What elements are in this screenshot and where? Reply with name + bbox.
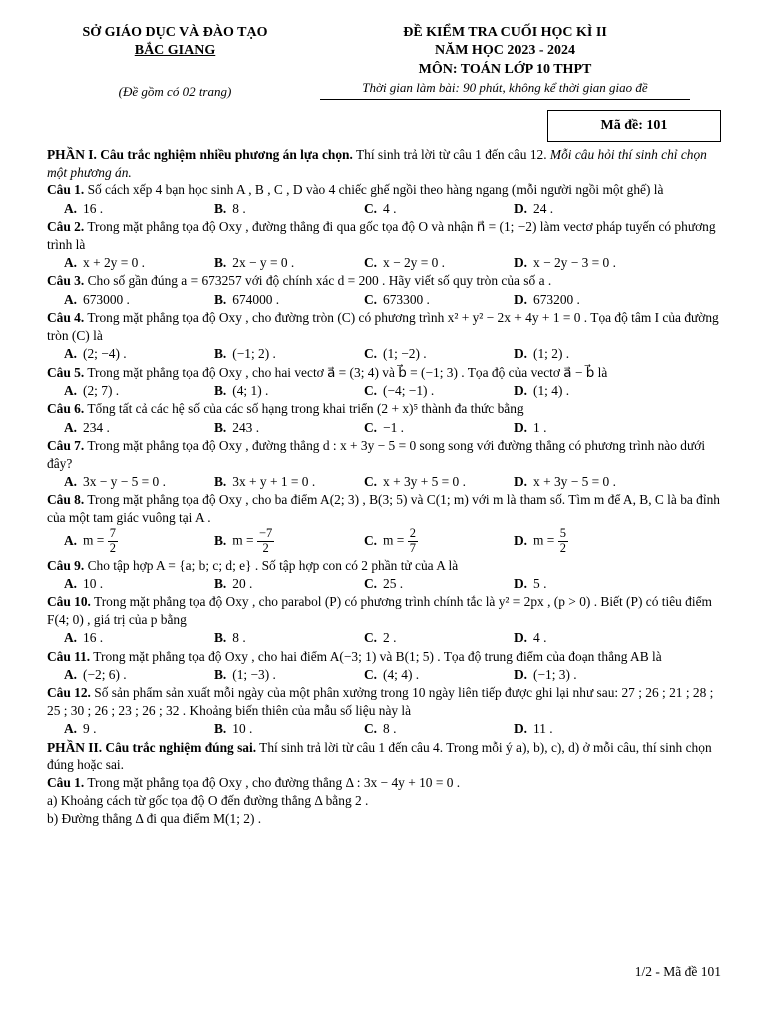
option-text: 3x + y + 1 = 0 .	[232, 473, 316, 489]
option-text: (1; −3) .	[232, 667, 276, 683]
options-row	[47, 527, 723, 557]
question-label: Câu 4.	[47, 310, 85, 326]
option-key: B.	[214, 667, 227, 683]
option-text: 8 .	[232, 200, 246, 216]
option-text: 2x − y = 0 .	[232, 255, 295, 271]
answer-option-b[interactable]	[214, 473, 364, 491]
options-row	[47, 345, 723, 364]
part2-q1-item-b: b) Đường thẳng Δ đi qua điểm M(1; 2) .	[47, 810, 262, 826]
answer-option-b[interactable]	[214, 629, 364, 647]
answer-option-a[interactable]	[64, 629, 214, 647]
option-text: 8 .	[232, 630, 246, 646]
question-3	[47, 272, 723, 290]
option-key: D.	[514, 667, 528, 683]
option-text: x − 2y = 0 .	[383, 255, 446, 271]
answer-option-d[interactable]	[514, 527, 664, 556]
exam-content	[47, 146, 723, 827]
question-6	[47, 400, 723, 418]
option-text: 1 .	[533, 419, 547, 435]
denominator: 2	[262, 541, 269, 556]
option-key: B.	[214, 473, 227, 489]
options-row	[47, 574, 723, 593]
option-key: B.	[214, 255, 227, 271]
question-text: Số sản phẩm sản xuất mỗi ngày của một phân xưởng trong 10 ngày liên tiếp được ghi lại như sau: 27 ; 26 ; 21 ; 28 ; 25 ; 30 ; 26 ; 23 ; 26 ; 32 . Khoảng biến thiên của mẫu số liệu này là	[47, 685, 714, 719]
option-key: D.	[514, 630, 528, 646]
option-key: A.	[64, 630, 78, 646]
option-key: C.	[364, 575, 378, 591]
option-key: B.	[214, 575, 227, 591]
denominator: 7	[409, 541, 416, 556]
answer-option-a[interactable]	[64, 345, 214, 363]
option-key: D.	[514, 575, 528, 591]
option-text: (1; 2) .	[533, 346, 570, 362]
fraction	[408, 527, 418, 556]
fraction	[558, 527, 568, 556]
option-key: C.	[364, 200, 378, 216]
question-label: Câu 9.	[47, 557, 85, 573]
answer-option-a[interactable]	[64, 666, 214, 684]
option-text: 4 .	[533, 630, 547, 646]
question-text: Trong mặt phẳng tọa độ Oxy , cho hai điểm A(−3; 1) và B(1; 5) . Tọa độ trung điểm của đoạn thẳng AB là	[90, 648, 662, 664]
part2-q1-item-a: a) Khoảng cách từ gốc tọa độ O đến đường thẳng Δ bằng 2 .	[47, 792, 369, 808]
question-1	[47, 181, 723, 199]
question-label: Câu 11.	[47, 648, 91, 664]
option-text: 20 .	[232, 575, 253, 591]
question-text: Trong mặt phẳng tọa độ Oxy , cho parabol (P) có phương trình chính tắc là y² = 2px , (p > 0) . Biết (P) có tiêu điểm F(4; 0) , giá trị của p bằng	[47, 594, 712, 627]
question-label: Câu 7.	[47, 437, 85, 453]
option-key: C.	[364, 721, 378, 737]
option-key: D.	[514, 721, 528, 737]
option-key: C.	[364, 419, 378, 435]
option-key: C.	[364, 473, 378, 489]
question-label: Câu 6.	[47, 401, 85, 417]
question-text: Cho số gần đúng a = 673257 với độ chính xác d = 200 . Hãy viết số quy tròn của số a .	[84, 273, 552, 289]
option-key: C.	[364, 630, 378, 646]
part2-title: PHẦN II. Câu trắc nghiệm đúng sai.	[47, 739, 257, 755]
option-key: D.	[514, 291, 528, 307]
question-9	[47, 557, 723, 575]
option-text: x − 2y − 3 = 0 .	[533, 255, 616, 271]
answer-option-d[interactable]	[514, 666, 664, 684]
answer-option-c[interactable]	[364, 291, 514, 309]
option-key: A.	[64, 667, 78, 683]
option-text: (−1; 3) .	[533, 667, 577, 683]
answer-option-c[interactable]	[364, 345, 514, 363]
option-text: (4; 4) .	[383, 667, 420, 683]
answer-option-c[interactable]	[364, 419, 514, 437]
option-text: 673000 .	[83, 291, 130, 307]
options-row	[47, 290, 723, 309]
option-text: 9 .	[83, 721, 97, 737]
option-text: 11 .	[533, 721, 553, 737]
option-text: 24 .	[533, 200, 554, 216]
option-text: 2 .	[383, 630, 397, 646]
option-text: 674000 .	[232, 291, 280, 307]
question-10	[47, 593, 723, 628]
answer-option-b[interactable]	[214, 200, 364, 218]
option-key: A.	[64, 575, 78, 591]
options-row	[47, 665, 723, 684]
answer-option-b[interactable]	[214, 527, 364, 556]
part1-instruction: Thí sinh trả lời từ câu 1 đến câu 12.	[352, 147, 550, 162]
answer-option-a[interactable]	[64, 200, 214, 218]
answer-option-c[interactable]	[364, 382, 514, 400]
option-key: A.	[64, 473, 78, 489]
option-key: D.	[514, 473, 528, 489]
question-text: Trong mặt phẳng tọa độ Oxy , đường thẳng đi qua gốc tọa độ O và nhận n⃗ = (1; −2) làm vectơ pháp tuyến có phương trình là	[47, 219, 716, 252]
answer-option-a[interactable]	[64, 419, 214, 437]
question-11	[47, 648, 723, 666]
question-label: Câu 10.	[47, 594, 91, 610]
option-key: B.	[214, 200, 227, 216]
answer-option-a[interactable]	[64, 254, 214, 272]
option-key: A.	[64, 721, 78, 737]
part1-instruction-italic: Mỗi câu hỏi thí sinh chỉ chọn một phương án.	[47, 147, 707, 180]
page-footer: 1/2 - Mã đề 101	[634, 964, 721, 979]
option-text: −1 .	[383, 419, 404, 435]
option-key: D.	[514, 532, 528, 548]
answer-option-a[interactable]	[64, 720, 214, 738]
denominator: 2	[109, 541, 116, 556]
option-key: C.	[364, 532, 378, 548]
option-key: B.	[214, 532, 227, 548]
part1-title: PHẦN I. Câu trắc nghiệm nhiều phương án lựa chọn.	[47, 147, 353, 162]
part2-instruction: Thí sinh trả lời từ câu 1 đến câu 4. Trong mỗi ý a), b), c), d) ở mỗi câu, thí sinh chọn đúng hoặc sai.	[47, 739, 712, 773]
option-text: (−1; 2) .	[232, 346, 276, 362]
question-label: Câu 5.	[47, 364, 85, 380]
question-4	[47, 309, 723, 344]
option-key: C.	[364, 291, 378, 307]
exam-title: ĐỀ KIỂM TRA CUỐI HỌC KÌ II	[403, 25, 607, 40]
answer-option-d[interactable]	[514, 629, 664, 647]
question-text: Tổng tất cả các hệ số của các số hạng trong khai triển (2 + x)⁵ thành đa thức bằng	[84, 401, 524, 417]
option-text: 234 .	[83, 419, 110, 435]
option-text: 8 .	[383, 721, 397, 737]
answer-option-b[interactable]	[214, 382, 364, 400]
option-text: x + 3y − 5 = 0 .	[533, 473, 616, 489]
option-key: A.	[64, 291, 78, 307]
answer-option-a[interactable]	[64, 527, 214, 556]
question-2	[47, 218, 723, 253]
answer-option-b[interactable]	[214, 419, 364, 437]
option-key: D.	[514, 382, 528, 398]
answer-option-b[interactable]	[214, 345, 364, 363]
pages-note: (Đề gồm có 02 trang)	[118, 83, 232, 99]
option-text: (−4; −1) .	[383, 382, 435, 398]
answer-option-b[interactable]	[214, 720, 364, 738]
question-text: Trong mặt phẳng tọa độ Oxy , cho ba điểm A(2; 3) , B(3; 5) và C(1; m) với m là tham số. Tìm m để A, B, C là ba đỉnh của một tam giác vuông tại A .	[47, 492, 720, 525]
question-label: Câu 1.	[47, 775, 85, 791]
option-key: A.	[64, 346, 78, 362]
option-text: x + 2y = 0 .	[83, 255, 146, 271]
option-key: C.	[364, 667, 378, 683]
option-text: (1; −2) .	[383, 346, 427, 362]
option-key: A.	[64, 419, 78, 435]
header-left	[60, 24, 290, 100]
answer-option-c[interactable]	[364, 200, 514, 218]
question-label: Câu 2.	[47, 219, 85, 235]
option-key: D.	[514, 419, 528, 435]
answer-option-c[interactable]	[364, 527, 514, 556]
option-text: (2; −4) .	[83, 346, 127, 362]
answer-option-c[interactable]	[364, 575, 514, 593]
exam-code-box: Mã đề: 101	[547, 110, 721, 142]
answer-option-a[interactable]	[64, 291, 214, 309]
option-text: 10 .	[83, 575, 104, 591]
answer-option-d[interactable]	[514, 382, 664, 400]
option-key: A.	[64, 255, 78, 271]
option-key: B.	[214, 419, 227, 435]
option-text: 243 .	[232, 419, 260, 435]
option-text: (4; 1) .	[232, 382, 269, 398]
answer-option-c[interactable]	[364, 666, 514, 684]
option-key: B.	[214, 630, 227, 646]
answer-option-d[interactable]	[514, 200, 664, 218]
question-text: Trong mặt phẳng tọa độ Oxy , cho đường thẳng Δ : 3x − 4y + 10 = 0 .	[84, 775, 461, 791]
question-label: Câu 1.	[47, 182, 85, 198]
option-key: A.	[64, 532, 78, 548]
options-row	[47, 720, 723, 739]
question-label: Câu 8.	[47, 492, 85, 508]
part1-heading	[47, 146, 723, 181]
options-row	[47, 472, 723, 491]
option-text: 3x − y − 5 = 0 .	[83, 473, 166, 489]
option-prefix: m =	[83, 532, 105, 548]
option-text: 25 .	[383, 575, 404, 591]
option-key: A.	[64, 382, 78, 398]
question-text: Cho tập hợp A = {a; b; c; d; e} . Số tập hợp con có 2 phần tử của A là	[84, 557, 459, 573]
header-right	[320, 24, 690, 100]
answer-option-d[interactable]	[514, 254, 664, 272]
question-list	[47, 181, 723, 738]
question-12	[47, 684, 723, 719]
answer-option-d[interactable]	[514, 575, 664, 593]
option-text: x + 3y + 5 = 0 .	[383, 473, 466, 489]
option-key: B.	[214, 291, 227, 307]
answer-option-d[interactable]	[514, 345, 664, 363]
answer-option-b[interactable]	[214, 291, 364, 309]
option-text: 16 .	[83, 200, 104, 216]
option-key: D.	[514, 346, 528, 362]
option-text: 16 .	[83, 630, 104, 646]
option-key: B.	[214, 721, 227, 737]
option-text: 10 .	[232, 721, 253, 737]
question-text: Số cách xếp 4 bạn học sinh A , B , C , D vào 4 chiếc ghế ngồi theo hàng ngang (mỗi người ngồi một ghế) là	[84, 182, 664, 198]
answer-option-a[interactable]	[64, 575, 214, 593]
question-8	[47, 491, 723, 526]
province-name: BẮC GIANG	[134, 43, 216, 59]
answer-option-d[interactable]	[514, 473, 664, 491]
options-row	[47, 199, 723, 218]
option-key: C.	[364, 255, 378, 271]
answer-option-a[interactable]	[64, 382, 214, 400]
time-note: Thời gian làm bài: 90 phút, không kể thời gian giao đề	[320, 79, 690, 99]
option-key: B.	[214, 346, 227, 362]
option-key: D.	[514, 200, 528, 216]
options-row	[47, 629, 723, 648]
options-row	[47, 381, 723, 400]
question-7	[47, 437, 723, 472]
question-text: Trong mặt phẳng tọa độ Oxy , cho đường tròn (C) có phương trình x² + y² − 2x + 4y + 1 = 0 . Tọa độ tâm I của đường tròn (C) là	[47, 310, 719, 343]
denominator: 2	[559, 541, 566, 556]
question-5	[47, 364, 723, 382]
numerator: −7	[258, 526, 273, 541]
part2-question-1	[47, 774, 723, 792]
option-key: A.	[64, 200, 78, 216]
option-key: C.	[364, 346, 378, 362]
option-text: (−2; 6) .	[83, 667, 127, 683]
answer-option-b[interactable]	[214, 254, 364, 272]
school-year: NĂM HỌC 2023 - 2024	[435, 43, 575, 59]
answer-option-b[interactable]	[214, 666, 364, 684]
option-text: 673300 .	[383, 291, 430, 307]
answer-option-d[interactable]	[514, 720, 664, 738]
department-name: SỞ GIÁO DỤC VÀ ĐÀO TẠO	[82, 25, 268, 40]
option-key: D.	[514, 255, 528, 271]
question-label: Câu 12.	[47, 685, 91, 701]
option-text: 673200 .	[533, 291, 580, 307]
options-row	[47, 418, 723, 437]
option-key: B.	[214, 382, 227, 398]
answer-option-a[interactable]	[64, 473, 214, 491]
question-text: Trong mặt phẳng tọa độ Oxy , đường thẳng d : x + 3y − 5 = 0 song song với đường thẳng có phương trình nào dưới đây?	[47, 437, 706, 471]
option-text: (1; 4) .	[533, 382, 570, 398]
fraction	[108, 527, 118, 556]
option-prefix: m =	[232, 532, 254, 548]
question-label: Câu 3.	[47, 273, 85, 289]
answer-option-d[interactable]	[514, 291, 664, 309]
options-row	[47, 253, 723, 272]
answer-option-c[interactable]	[364, 254, 514, 272]
option-prefix: m =	[533, 532, 555, 548]
answer-option-c[interactable]	[364, 629, 514, 647]
numerator: 2	[409, 526, 416, 541]
fraction	[257, 527, 274, 556]
option-text: (2; 7) .	[83, 382, 120, 398]
question-text: Trong mặt phẳng tọa độ Oxy , cho hai vectơ a⃗ = (3; 4) và b⃗ = (−1; 3) . Tọa độ của vectơ a⃗ − b⃗ là	[84, 364, 608, 380]
answer-option-c[interactable]	[364, 473, 514, 491]
subject: MÔN: TOÁN LỚP 10 THPT	[418, 61, 592, 77]
option-prefix: m =	[383, 532, 405, 548]
numerator: 7	[109, 526, 116, 541]
option-key: C.	[364, 382, 378, 398]
answer-option-b[interactable]	[214, 575, 364, 593]
answer-option-d[interactable]	[514, 419, 664, 437]
numerator: 5	[559, 526, 566, 541]
option-text: 5 .	[533, 575, 547, 591]
answer-option-c[interactable]	[364, 720, 514, 738]
option-text: 4 .	[383, 200, 397, 216]
part2-heading	[47, 739, 723, 774]
